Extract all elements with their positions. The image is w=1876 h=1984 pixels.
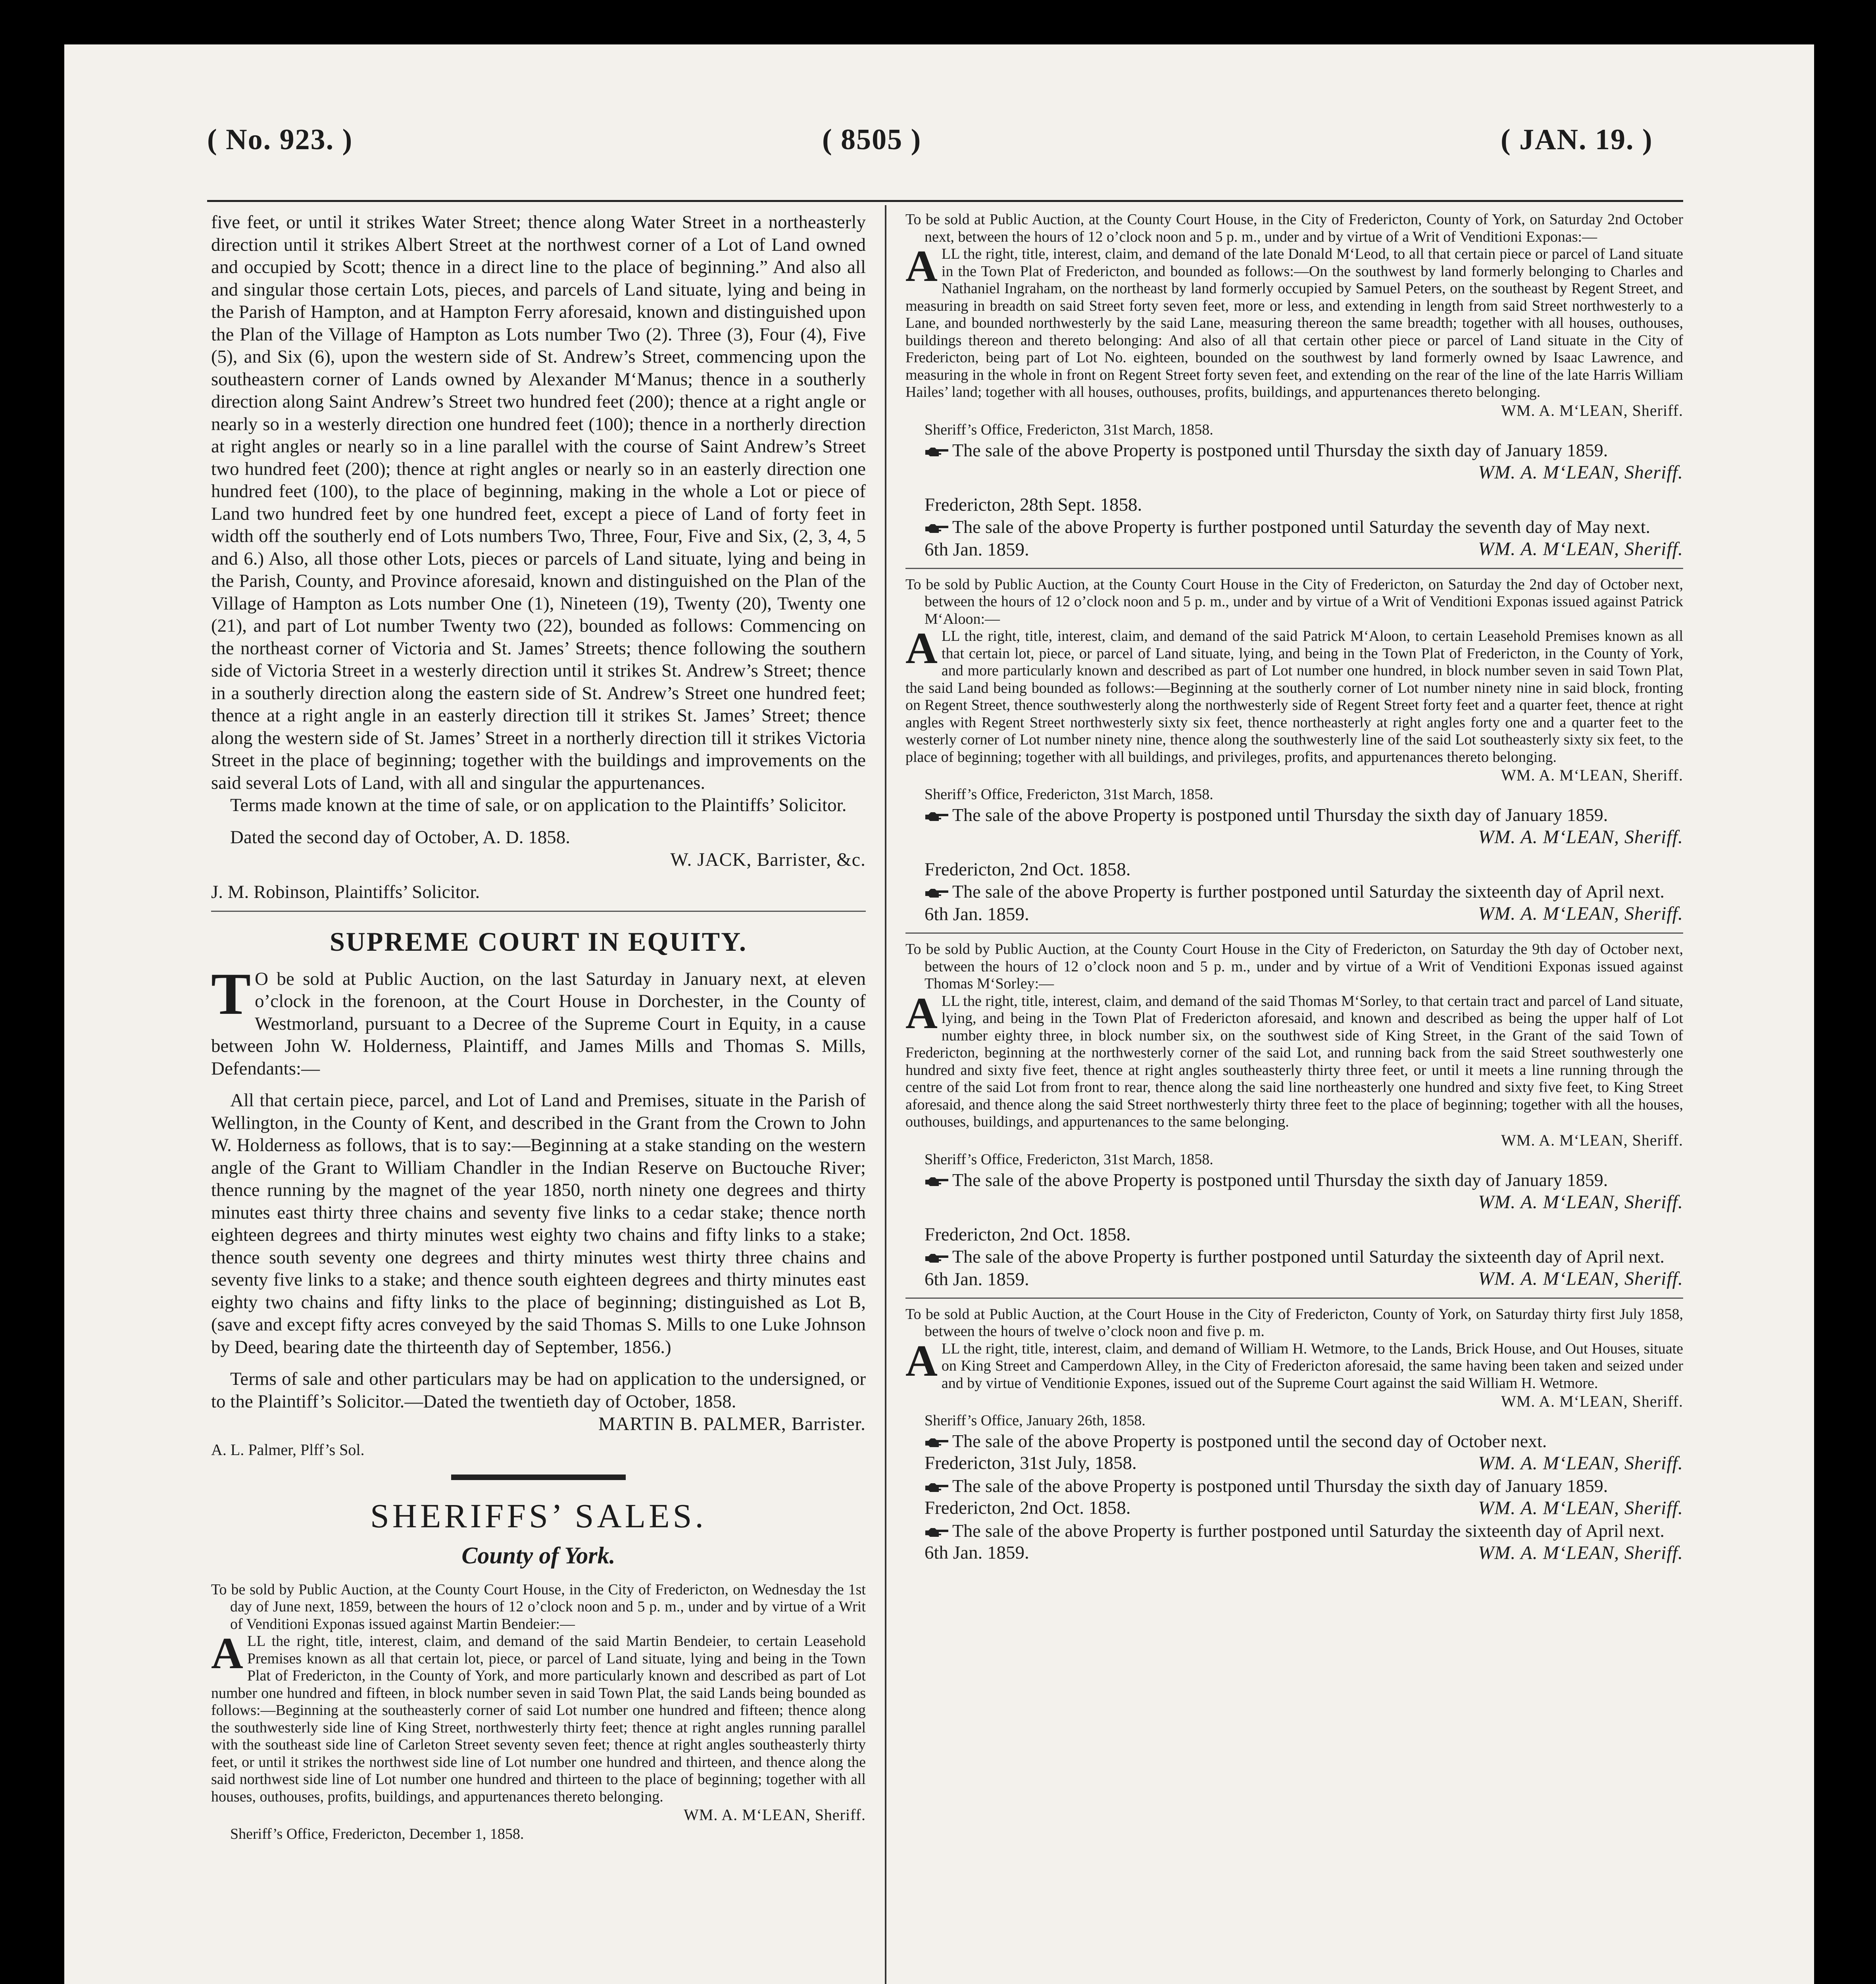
issue-number: ( No. 923. ) <box>207 123 353 156</box>
wetmore-dropcap: A <box>905 1336 938 1386</box>
maloon-description <box>905 624 1683 766</box>
bendeier-signature: WM. A. M‘LEAN, Sheriff. <box>684 1806 866 1824</box>
section-rule <box>905 1298 1683 1299</box>
wetmore-intro: To be sold at Public Auction, at the Court House in the City of Fredericton, County of York, on Saturday thirty first July 1858, between the hours of twelve o’clock noon and five p. m. <box>905 1305 1683 1340</box>
maloon-intro: To be sold by Public Auction, at the County Court House in the City of Fredericton, on Saturday the 2nd day of October next, between the hours of 12 o’clock noon and 5 p. m., under and by virtue of a Writ of Venditioni Exponas issued against Patrick M‘Aloon:— <box>905 576 1683 627</box>
mcleod-text: LL the right, title, interest, claim, and demand of the late Donald M‘Leod, to all that certain piece or parcel of Land situate in the Town Plat of Fredericton, and bounded as follows:—On the southwest by land formerly belonging to Charles and Nathaniel Ingraham, on the northeast by land formerly occupied by Samuel Peters, on the southeast by Regent Street, and measuring in breadth on said Street forty seven feet, more or less, and extending in length from said Street northwesterly to a Lane, and bounded northwesterly by the said Lane, measuring thereon the same breadth; together with all houses, outhouses, buildings thereon and thereto belonging: And also of all that certain other piece or parcel of Land situate in the City of Fredericton, being part of Lot No. eighteen, bounded on the southwest by land formerly owned by Isaac Lawrence, and measuring in the whole in front on Regent Street forty seven feet, and extending on the rear of the line of the late Harris William Hailes’ land; together with all houses, outhouses, profits, buildings, and appurtenances thereto belonging. <box>905 246 1683 400</box>
maloon-postponed <box>905 804 1683 826</box>
wetmore-sheriff-1: WM. A. M‘LEAN, Sheriff. <box>1478 1453 1683 1474</box>
pointing-hand-icon <box>925 887 950 899</box>
wetmore-postponed-oct-text: The sale of the above Property is postponed until the second day of October next. <box>952 1431 1547 1451</box>
bendeier-intro: To be sold by Public Auction, at the County Court House, in the City of Fredericton, on Wednesday the 1st day of June next, 1859, between the hours of 12 o’clock noon and 5 p. m., under and by virtue of a Writ of Venditioni Exponas issued against Martin Bendeier:— <box>211 1581 866 1632</box>
bendeier-description <box>211 1629 866 1805</box>
issue-date: ( JAN. 19. ) <box>1501 123 1653 156</box>
column-divider <box>885 205 886 1984</box>
msorley-office: Sheriff’s Office, Fredericton, 31st March, 1858. <box>925 1151 1213 1168</box>
maloon-office: Sheriff’s Office, Fredericton, 31st March, 1858. <box>925 786 1213 803</box>
bendeier-dropcap: A <box>211 1629 243 1678</box>
signature-jack: W. JACK, Barrister, &c. <box>670 849 866 870</box>
msorley-dropcap: A <box>905 988 938 1038</box>
msorley-postponed-text: The sale of the above Property is postponed until Thursday the sixth day of January 1859. <box>952 1169 1608 1190</box>
maloon-dropcap: A <box>905 624 938 673</box>
solicitor-robinson: J. M. Robinson, Plaintiffs’ Solicitor. <box>211 882 480 902</box>
ornamental-rule <box>451 1475 626 1480</box>
wetmore-date-jan: 6th Jan. 1859. <box>925 1542 1029 1563</box>
msorley-date-oct: Fredericton, 2nd Oct. 1858. <box>925 1224 1131 1245</box>
wetmore-sheriff-2: WM. A. M‘LEAN, Sheriff. <box>1478 1498 1683 1519</box>
wetmore-office: Sheriff’s Office, January 26th, 1858. <box>925 1412 1146 1429</box>
pointing-hand-icon <box>925 1252 950 1264</box>
maloon-signature: WM. A. M‘LEAN, Sheriff. <box>1501 766 1683 784</box>
maloon-text: LL the right, title, interest, claim, and demand of the said Patrick M‘Aloon, to certain Leasehold Premises known as all that certain lot, piece, or parcel of Land situate, lying, and being in the Town Plat of Fredericton, in the County of York, and more particularly known and described as part of Lot number one hundred, in block number seven in said Town Plat, the said Land being bounded as follows:—Beginning at the southerly corner of Lot number ninety nine in said block, fronting on Regent Street, thence southwesterly along the northwesterly side of Regent Street forty feet and a quarter feet, thence at right angles with Regent Street northwesterly sixty six feet, thence northeasterly at right angles forty one and a quarter feet to the westerly corner of Lot number ninety nine, thence along the southwesterly line of the said Lot southeasterly sixty six feet, to the place of beginning; together with all buildings, and privileges, profits, and appurtenances thereto belonging. <box>905 628 1683 765</box>
equity-terms: Terms of sale and other particulars may be had on application to the undersigned, or to the Plaintiff’s Solicitor.—Dated the twentieth day of October, 1858. <box>211 1369 866 1412</box>
signature-palmer: MARTIN B. PALMER, Barrister. <box>598 1413 866 1434</box>
mcleod-dropcap: A <box>905 242 938 291</box>
sheriffs-sales-heading: SHERIFFS’ SALES. <box>370 1496 707 1535</box>
maloon-sheriff-2: WM. A. M‘LEAN, Sheriff. <box>1478 903 1683 924</box>
wetmore-postponed-jan <box>905 1475 1683 1497</box>
mcleod-postponed-may <box>905 516 1683 538</box>
equity-intro <box>211 961 866 1080</box>
mcleod-postponed-text: The sale of the above Property is postponed until Thursday the sixth day of January 1859. <box>952 440 1608 460</box>
msorley-postponed-april <box>905 1246 1683 1267</box>
equity-intro-text: O be sold at Public Auction, on the last Saturday in January next, at eleven o’clock in the forenoon, at the Court House in Dorchester, in the County of Westmorland, pursuant to a Decree of the Supreme Court in Equity, in a cause between John W. Holderness, Plaintiff, and James Mills and Thomas S. Mills, Defendants:— <box>211 968 866 1079</box>
msorley-signature: WM. A. M‘LEAN, Sheriff. <box>1501 1131 1683 1149</box>
wetmore-postponed-jan-text: The sale of the above Property is postponed until Thursday the sixth day of January 1859. <box>952 1476 1608 1496</box>
section-rule <box>905 568 1683 569</box>
wetmore-description <box>905 1336 1683 1392</box>
mcleod-date-jan: 6th Jan. 1859. <box>925 539 1029 560</box>
wetmore-sheriff-3: WM. A. M‘LEAN, Sheriff. <box>1478 1542 1683 1563</box>
right-column <box>905 211 1683 1984</box>
continued-legal-notice: five feet, or until it strikes Water Street; thence along Water Street in a northeasterly direction until it strikes Albert Street at the northwest corner of a Lot of Land owned and occupied by Scott; thence in a direct line to the place of beginning.” And also all and singular those certain Lots, pieces, and parcels of Land situate, lying and being in the Parish of Hampton, and at Hampton Ferry aforesaid, known and distinguished upon the Plan of the Village of Hampton as Lots number Two (2). Three (3), Four (4), Five (5), and Six (6), upon the western side of St. Andrew’s Street, commencing upon the southeastern corner of Lands owned by Alexander M‘Manus; thence in a southerly direction along Saint Andrew’s Street two hundred feet (200); thence at a right angle or nearly so in a westerly direction one hundred feet (100); thence in a northerly direction at right angles or nearly so in a line parallel with the course of Saint Andrew’s Street two hundred feet (200); thence at right angles or nearly so in an easterly direction one hundred feet (100), to the place of beginning, making in the whole a Lot or piece of Land two hundred feet by one hundred feet, except a piece of Land of forty feet in width off the southerly end of Lots numbers Two, Three, Four, Five and Six, (2, 3, 4, 5 and 6.) Also, all those other Lots, pieces or parcels of Land situate, lying and being in the Parish, County, and Province aforesaid, known and distinguished on the Plan of the Village of Hampton as Lots number One (1), Nineteen (19), Twenty (20), Twenty one (21), and part of Lot number Twenty two (22), bounded as follows: Commencing on the northeast corner of Victoria and St. James’ Streets; thence following the southern side of Victoria Street in a westerly direction until it strikes St. Andrew’s Street; thence in a southerly direction along the eastern side of St. Andrew’s Street one hundred feet; thence at a right angle in an easterly direction till it strikes St. James’ Street; thence along the western side of St. James’ Street in a northerly direction till it strikes Victoria Street in the place of beginning; together with the buildings and improvements on the said several Lots of Land, with all and singular the appurtenances. <box>211 212 866 793</box>
msorley-sheriff-2: WM. A. M‘LEAN, Sheriff. <box>1478 1268 1683 1289</box>
maloon-date-jan: 6th Jan. 1859. <box>925 904 1029 925</box>
header-rule <box>207 200 1683 202</box>
msorley-date-jan: 6th Jan. 1859. <box>925 1269 1029 1290</box>
pointing-hand-icon <box>925 446 950 458</box>
mcleod-office: Sheriff’s Office, Fredericton, 31st March, 1858. <box>925 421 1213 438</box>
mcleod-sheriff-1: WM. A. M‘LEAN, Sheriff. <box>1478 461 1683 483</box>
equity-heading: SUPREME COURT IN EQUITY. <box>329 926 748 957</box>
msorley-postponed-april-text: The sale of the above Property is further postponed until Saturday the sixteenth day of April next. <box>952 1246 1665 1267</box>
terms-note: Terms made known at the time of sale, or on application to the Plaintiffs’ Solicitor. <box>230 795 847 815</box>
mcleod-signature: WM. A. M‘LEAN, Sheriff. <box>1501 401 1683 419</box>
maloon-postponed-text: The sale of the above Property is postponed until Thursday the sixth day of January 1859. <box>952 805 1608 825</box>
pointing-hand-icon <box>925 523 950 534</box>
wetmore-date-july: Fredericton, 31st July, 1858. <box>925 1453 1137 1473</box>
msorley-sheriff-1: WM. A. M‘LEAN, Sheriff. <box>1478 1191 1683 1213</box>
mcleod-date-sept: Fredericton, 28th Sept. 1858. <box>925 494 1142 515</box>
page-number: ( 8505 ) <box>822 123 922 156</box>
bendeier-office: Sheriff’s Office, Fredericton, December 1, 1858. <box>230 1826 524 1842</box>
maloon-date-oct: Fredericton, 2nd Oct. 1858. <box>925 859 1131 880</box>
wetmore-postponed-april <box>905 1520 1683 1542</box>
pointing-hand-icon <box>925 1526 950 1538</box>
mcleod-postponed <box>905 439 1683 461</box>
pointing-hand-icon <box>925 1437 950 1449</box>
msorley-intro: To be sold by Public Auction, at the County Court House in the City of Fredericton, on Saturday the 9th day of October next, between the hours of 12 o’clock noon and 5 p. m., under and by virtue of a Writ of Venditioni Exponas issued against Thomas M‘Sorley:— <box>905 941 1683 992</box>
maloon-sheriff-1: WM. A. M‘LEAN, Sheriff. <box>1478 827 1683 848</box>
bendeier-text: LL the right, title, interest, claim, and demand of the said Martin Bendeier, to certain Leasehold Premises known as all that certain lot, piece, or parcel of Land situate, lying and being in the Town Plat of Fredericton, in the County of York, and more particularly known and described as part of Lot number one hundred and fifteen, in block number seven in said Town Plat, the said Lands being bounded as follows:—Beginning at the southeasterly corner of said Lot number one hundred and fifteen; thence along the southwesterly side line of King Street, northwesterly thirty feet; thence at right angles running parallel with the southeast side line of Carleton Street seventy seven feet; thence at right angles southeasterly thirty feet, or until it strikes the northwest side line of Lot number one hundred and thirteen, and thence along the said northwest side line of Lot number one hundred and thirteen to the place of beginning; together with all houses, outhouses, profits, buildings, and appurtenances thereto belonging. <box>211 1633 866 1805</box>
wetmore-signature: WM. A. M‘LEAN, Sheriff. <box>1501 1392 1683 1410</box>
wetmore-text: LL the right, title, interest, claim, and demand of William H. Wetmore, to the Lands, Brick House, and Out Houses, situate on King Street and Camperdown Alley, in the City of Fredericton aforesaid, the same having been taken and seized under and by virtue of Venditionie Expones, issued out of the Supreme Court against the said William H. Wetmore. <box>941 1340 1683 1392</box>
mcleod-sheriff-2: WM. A. M‘LEAN, Sheriff. <box>1478 538 1683 559</box>
mcleod-intro: To be sold at Public Auction, at the County Court House, in the City of Fredericton, County of York, on Saturday 2nd October next, between the hours of 12 o’clock noon and 5 p. m., under and by virtue of a Writ of Venditioni Exponas:— <box>905 211 1683 245</box>
county-heading: County of York. <box>461 1542 615 1569</box>
mcleod-description <box>905 242 1683 401</box>
equity-description: All that certain piece, parcel, and Lot of Land and Premises, situate in the Parish of Wellington, in the County of Kent, and described in the Grant from the Crown to John W. Holderness as follows, that is to say:—Beginning at a stake standing on the western angle of the Grant to William Chandler in the Indian Reserve on Buctouche River; thence running by the magnet of the year 1850, north ninety one degrees and thirty minutes east thirty three chains and seventy five links to a cedar stake; thence north eighteen degrees and thirty minutes west eighty two chains and fifty links to a stake; thence south seventy one degrees and thirty minutes west thirty three chains and seventy five links to a stake; and thence south eighteen degrees and thirty minutes east eighty two chains and fifty links to the place of beginning; distinguished as Lot B, (save and except fifty acres conveyed by the said Thomas S. Mills to one Luke Johnson by Deed, bearing date the thirteenth day of September, 1856.) <box>211 1090 866 1357</box>
wetmore-date-oct: Fredericton, 2nd Oct. 1858. <box>925 1498 1131 1518</box>
wetmore-postponed-april-text: The sale of the above Property is further postponed until Saturday the sixteenth day of April next. <box>952 1521 1665 1541</box>
section-rule <box>211 911 866 912</box>
maloon-postponed-april <box>905 880 1683 902</box>
pointing-hand-icon <box>925 1482 950 1494</box>
msorley-text: LL the right, title, interest, claim, and demand of the said Thomas M‘Sorley, to that certain tract and parcel of Land situate, lying, and being in the Town Plat of Fredericton aforesaid, and known and described as being the upper half of Lot number eighty three, in block number six, on the southwest side of King Street, in the Grant of the said Town of Fredericton, beginning at the northwesterly corner of the said Lot, and running back from the said Street southwesterly one hundred and sixty five feet, thence at right angles southeasterly thirty three feet, or until it meets a line running through the centre of the said Lot from front to rear, thence along the said line northeasterly one hundred and sixty five feet, to King Street aforesaid, and thence along the said Street northwesterly thirty three feet to the place of beginning; together with all the houses, outhouses, buildings, and appurtenances to the same belonging. <box>905 992 1683 1130</box>
equity-dropcap: T <box>211 961 251 1027</box>
left-column <box>211 211 866 1984</box>
section-rule <box>905 932 1683 934</box>
solicitor-palmer: A. L. Palmer, Plff’s Sol. <box>211 1441 365 1459</box>
pointing-hand-icon <box>925 1176 950 1188</box>
newspaper-page <box>64 44 1814 1984</box>
maloon-postponed-april-text: The sale of the above Property is further postponed until Saturday the sixteenth day of April next. <box>952 881 1665 902</box>
msorley-postponed <box>905 1169 1683 1191</box>
msorley-description <box>905 988 1683 1131</box>
wetmore-postponed-oct <box>905 1430 1683 1452</box>
dated-line: Dated the second day of October, A. D. 1858. <box>230 827 570 848</box>
mcleod-postponed-may-text: The sale of the above Property is further postponed until Saturday the seventh day of May next. <box>952 516 1651 537</box>
pointing-hand-icon <box>925 811 950 823</box>
